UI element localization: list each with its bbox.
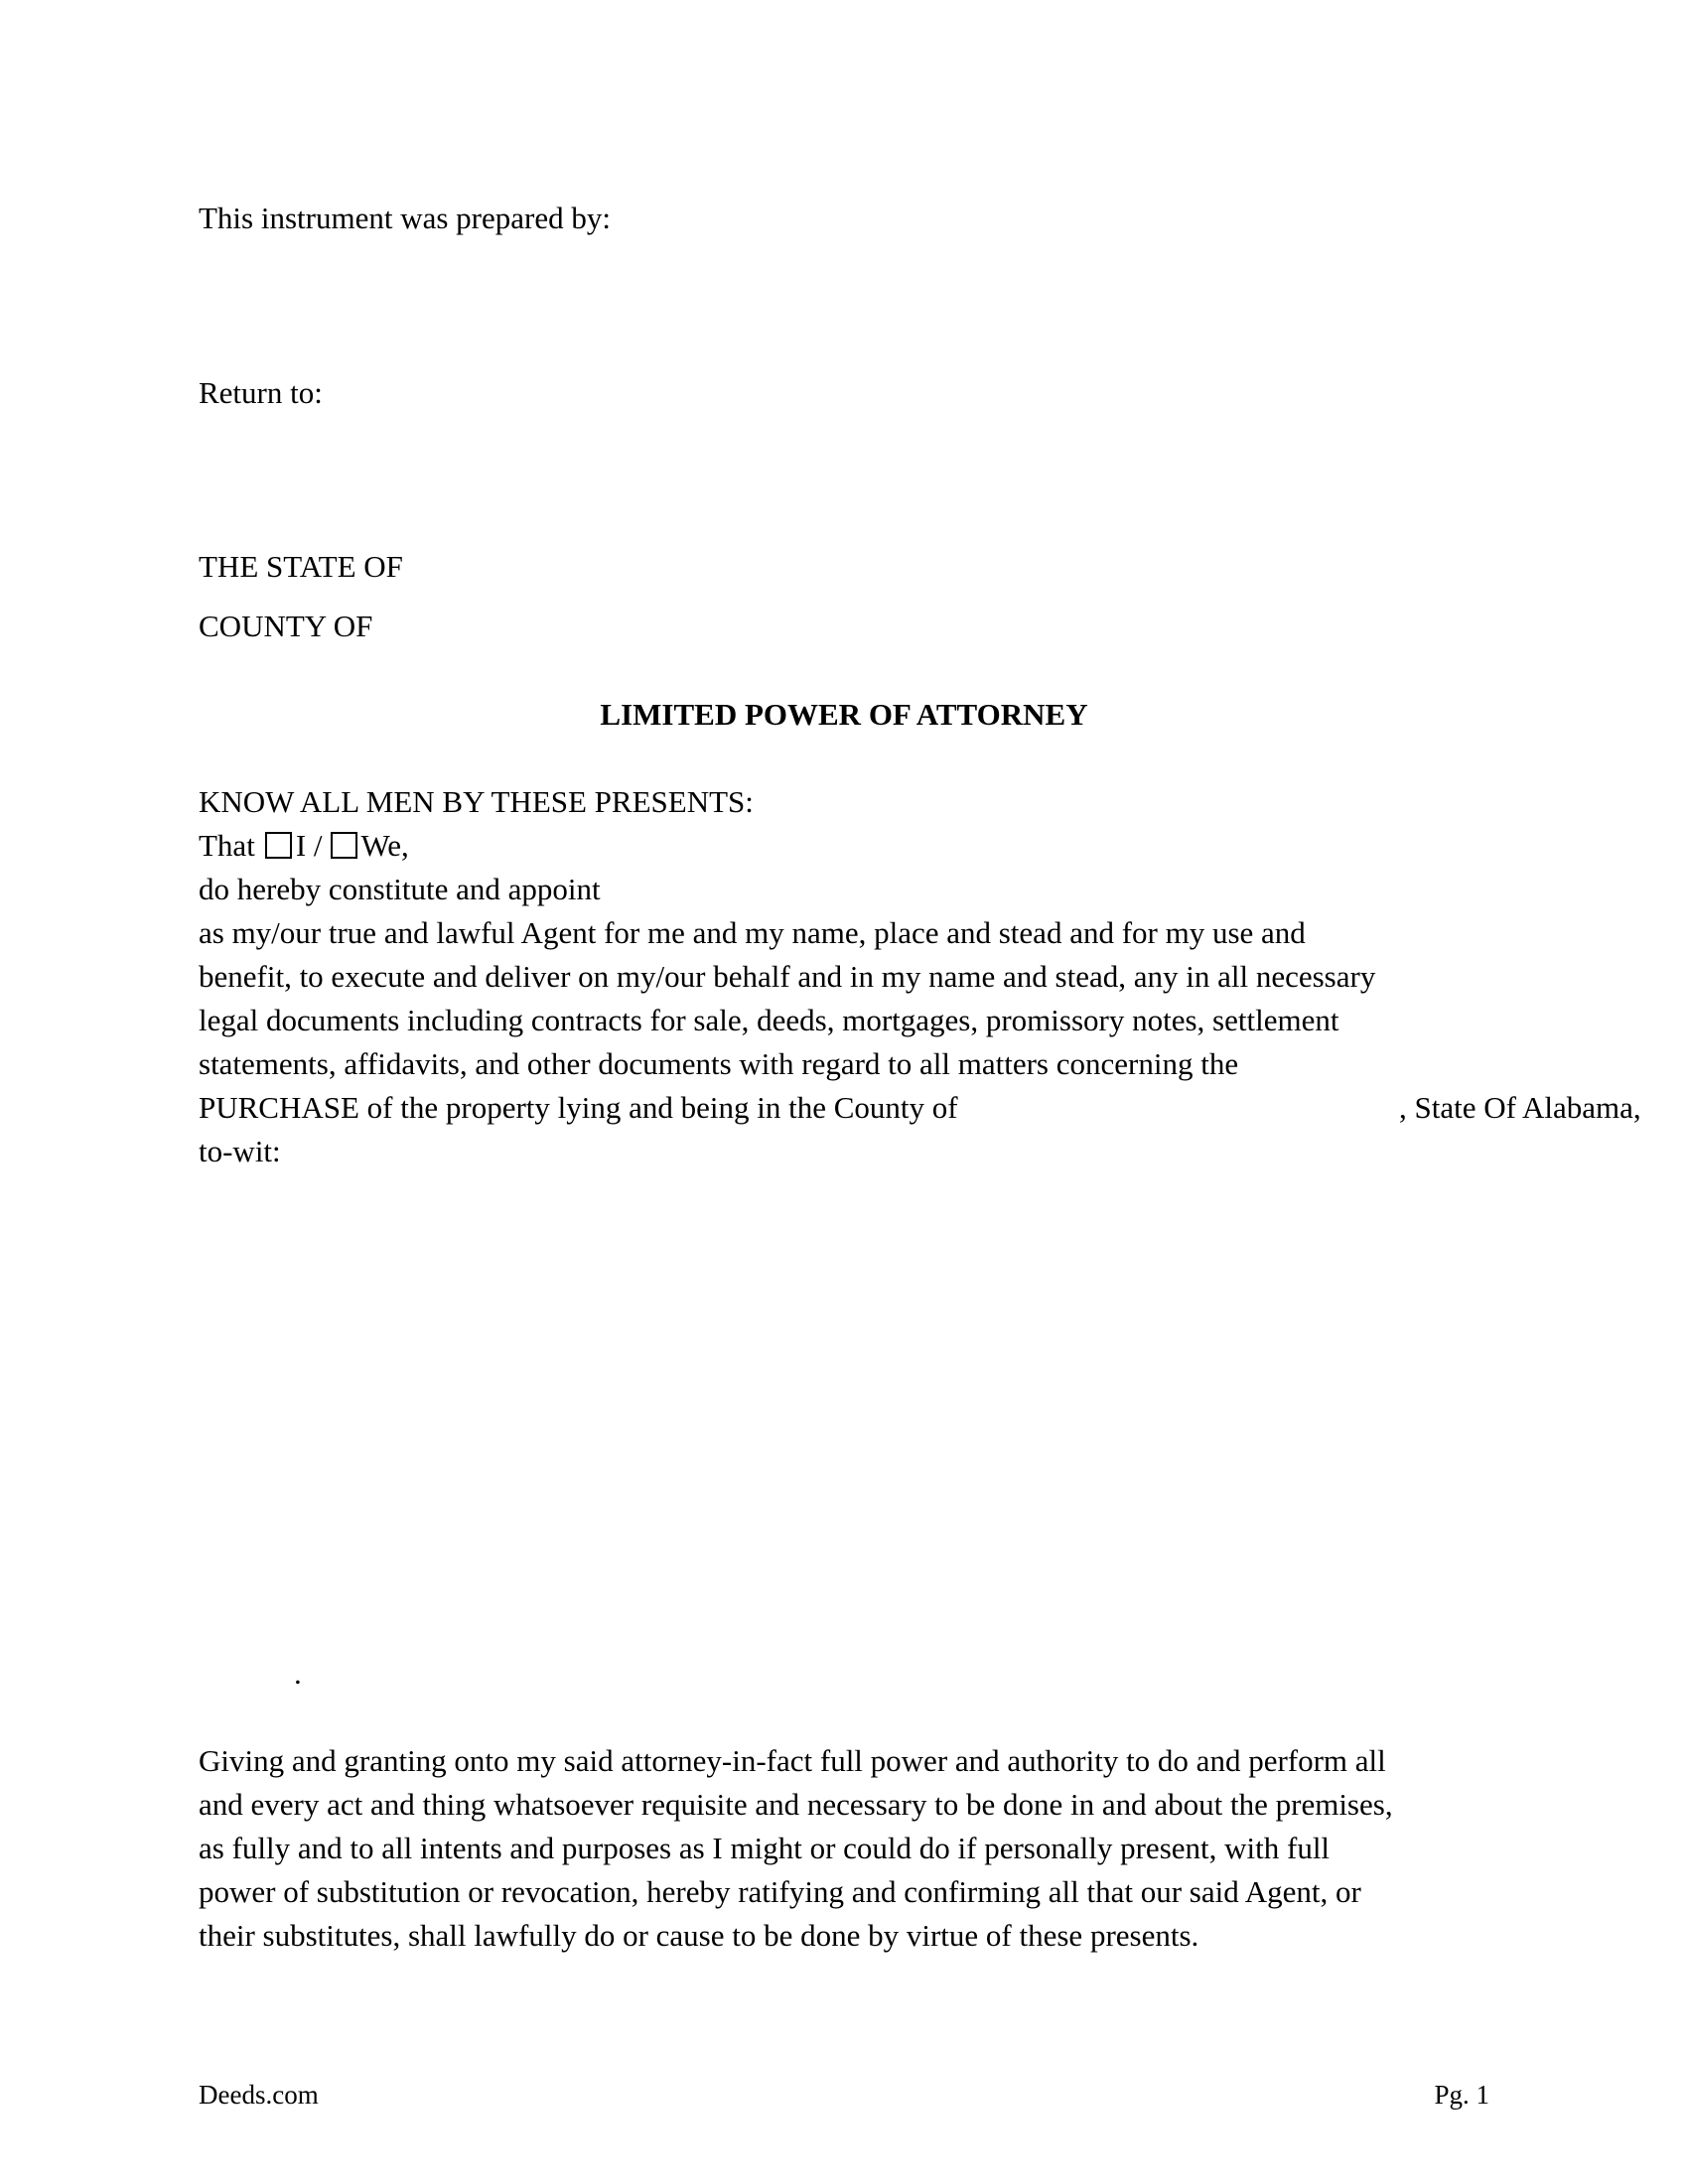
county-of-label: COUNTY OF	[199, 609, 373, 643]
granting-line: as fully and to all intents and purposes as I might or could do if personally present, with full	[199, 1831, 1331, 1865]
appoint-line: do hereby constitute and appoint	[199, 872, 601, 906]
granting-line: Giving and granting onto my said attorney-in-fact full power and authority to do and perform all	[199, 1743, 1386, 1778]
option-we-label: We,	[360, 828, 409, 863]
option-i-label: I /	[295, 828, 323, 863]
return-to-label: Return to:	[199, 375, 323, 410]
body-line: as my/our true and lawful Agent for me and my name, place and stead and for my use and	[199, 915, 1306, 950]
that-label: That	[199, 828, 255, 863]
state-of-label: THE STATE OF	[199, 549, 403, 584]
checkbox-we[interactable]	[331, 832, 357, 859]
body-line: legal documents including contracts for sale, deeds, mortgages, promissory notes, settlement	[199, 1003, 1339, 1037]
state-of-alabama-text: , State Of Alabama,	[1399, 1090, 1641, 1125]
know-all-men-heading: KNOW ALL MEN BY THESE PRESENTS:	[199, 784, 754, 819]
footer-brand: Deeds.com	[199, 2080, 319, 2110]
purchase-county-text: PURCHASE of the property lying and being in the County of	[199, 1090, 958, 1125]
granting-line: power of substitution or revocation, hereby ratifying and confirming all that our said Agent, or	[199, 1874, 1361, 1909]
footer-page-number: Pg. 1	[1434, 2080, 1489, 2110]
prepared-by-label: This instrument was prepared by:	[199, 201, 611, 235]
granting-line: their substitutes, shall lawfully do or cause to be done by virtue of these presents.	[199, 1918, 1199, 1953]
granting-line: and every act and thing whatsoever requisite and necessary to be done in and about the premises,	[199, 1787, 1393, 1822]
checkbox-i[interactable]	[265, 832, 292, 859]
document-title: LIMITED POWER OF ATTORNEY	[600, 697, 1088, 732]
grantor-choice-line	[199, 824, 409, 868]
county-purchase-line	[199, 1086, 1641, 1130]
body-line: benefit, to execute and deliver on my/our behalf and in my name and stead, any in all necessary	[199, 959, 1376, 994]
to-wit-label: to-wit:	[199, 1134, 281, 1168]
description-end-mark: .	[294, 1656, 302, 1691]
body-line: statements, affidavits, and other documents with regard to all matters concerning the	[199, 1046, 1239, 1081]
